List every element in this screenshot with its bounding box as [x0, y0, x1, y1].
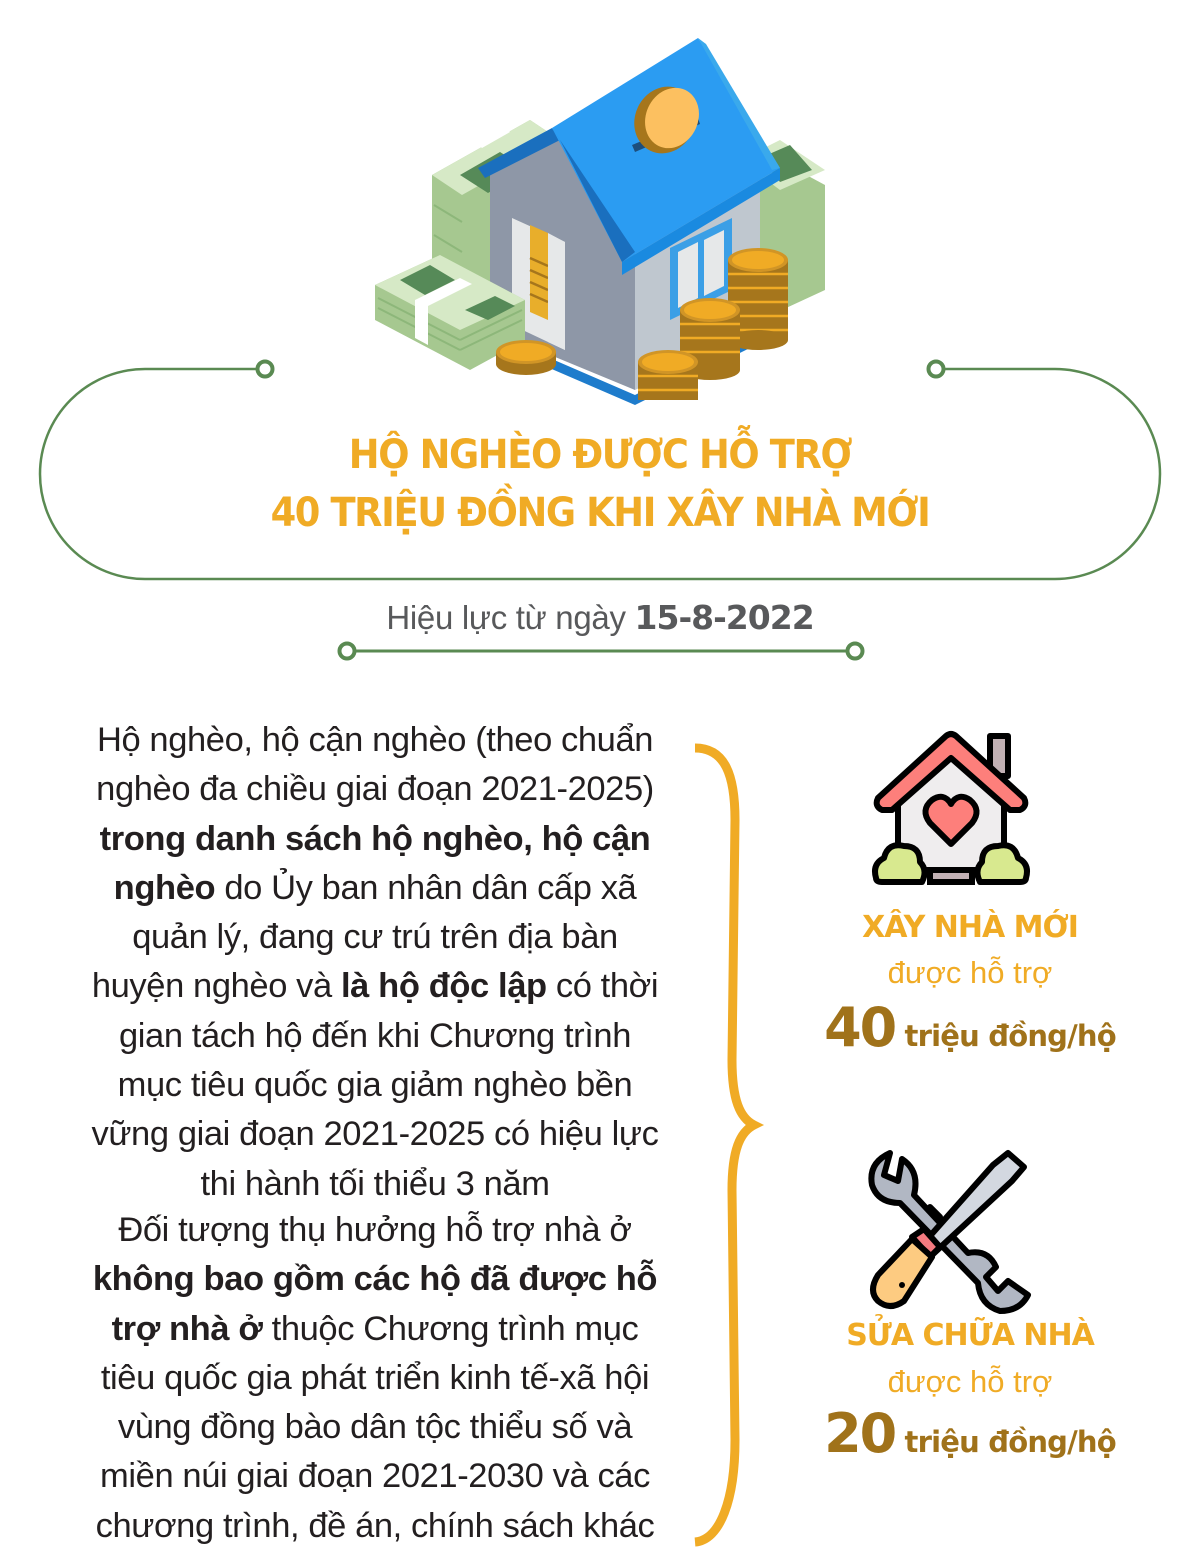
frame-node-left: [258, 362, 273, 377]
paragraph-line: [40, 864, 710, 913]
house-heart-icon: [870, 728, 1032, 900]
body-text: huyện nghèo và: [91, 967, 341, 1006]
repair-amount-number: 20: [824, 1402, 896, 1465]
emphasis-text: là hộ độc lập: [341, 967, 547, 1006]
paragraph-line: [40, 1305, 710, 1354]
emphasis-text: trong danh sách hộ nghèo, hộ cận: [99, 819, 651, 858]
paragraph-line: [40, 1206, 710, 1255]
emphasis-text: trợ nhà ở: [111, 1309, 263, 1348]
frame-node-right: [929, 362, 944, 377]
body-text: miền núi giai đoạn 2021-2030 và các: [100, 1457, 650, 1496]
body-text: vững giai đoạn 2021-2025 có hiệu lực: [91, 1115, 659, 1154]
body-text: chương trình, đề án, chính sách khác: [95, 1506, 655, 1545]
body-text: vùng đồng bào dân tộc thiểu số và: [117, 1408, 633, 1447]
repair-amount-unit: triệu đồng/hộ: [895, 1425, 1116, 1459]
page-title-line-2: 40 TRIỆU ĐỒNG KHI XÂY NHÀ MỚI: [270, 490, 930, 536]
subtitle-node-right: [848, 644, 863, 659]
body-text: Đối tượng thụ hưởng hỗ trợ nhà ở: [118, 1211, 632, 1249]
paragraph-line: [40, 1012, 710, 1061]
new-house-amount-unit: triệu đồng/hộ: [895, 1019, 1116, 1053]
paragraph-line: [40, 1061, 710, 1110]
subtitle-node-left: [340, 644, 355, 659]
effective-date-label: Hiệu lực từ ngày: [386, 599, 635, 636]
body-text: gian tách hộ đến khi Chương trình: [118, 1016, 631, 1055]
body-text: có thời: [546, 967, 659, 1006]
repair-amount: [780, 1402, 1160, 1465]
new-house-heading: XÂY NHÀ MỚI: [862, 910, 1078, 945]
effective-date: [0, 598, 1200, 637]
exclusion-paragraph: [40, 1206, 710, 1551]
paragraph-line: [40, 765, 710, 814]
paragraph-line: [40, 1502, 710, 1551]
wrench-screwdriver-icon: [868, 1145, 1032, 1315]
paragraph-line: [40, 1452, 710, 1501]
paragraph-line: [40, 815, 710, 864]
new-house-subtext: được hỗ trợ: [887, 955, 1053, 990]
paragraph-line: [40, 1255, 710, 1304]
paragraph-line: [40, 1110, 710, 1159]
body-text: Hộ nghèo, hộ cận nghèo (theo chuẩn: [96, 721, 654, 759]
body-text: mục tiêu quốc gia giảm nghèo bền: [117, 1066, 633, 1105]
paragraph-line: [40, 962, 710, 1011]
repair-heading: SỬA CHỮA NHÀ: [846, 1318, 1094, 1353]
body-text: do Ủy ban nhân dân cấp xã: [215, 868, 637, 907]
body-text: thi hành tối thiểu 3 năm: [200, 1164, 550, 1203]
body-text: tiêu quốc gia phát triển kinh tế-xã hội: [100, 1358, 650, 1397]
body-text: thuộc Chương trình mục: [262, 1309, 639, 1348]
repair-subtext: được hỗ trợ: [887, 1364, 1053, 1399]
paragraph-line: [40, 1160, 710, 1209]
new-house-amount: [780, 996, 1160, 1059]
page-title-line-1: HỘ NGHÈO ĐƯỢC HỖ TRỢ: [348, 432, 852, 478]
body-text: nghèo đa chiều giai đoạn 2021-2025): [96, 770, 654, 809]
effective-date-value: 15-8-2022: [634, 598, 814, 637]
emphasis-text: không bao gồm các hộ đã được hỗ: [92, 1260, 658, 1299]
emphasis-text: nghèo: [113, 868, 216, 907]
curly-brace-divider: [690, 735, 770, 1555]
body-text: quản lý, đang cư trú trên địa bàn: [132, 918, 618, 957]
new-house-amount-number: 40: [824, 996, 896, 1059]
paragraph-line: [40, 716, 710, 765]
paragraph-line: [40, 1354, 710, 1403]
eligibility-paragraph: [40, 716, 710, 1209]
paragraph-line: [40, 913, 710, 962]
paragraph-line: [40, 1403, 710, 1452]
